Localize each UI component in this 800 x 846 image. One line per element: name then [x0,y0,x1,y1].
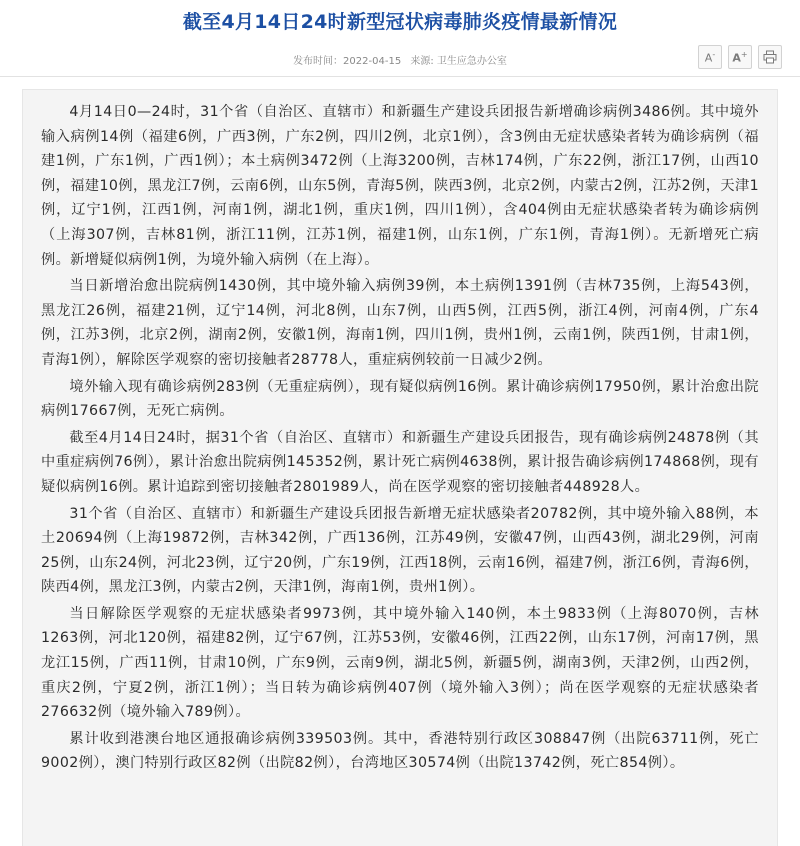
article-tools [698,45,782,69]
publish-time: 发布时间：2022-04-15 [293,56,402,67]
article-paragraph: 截至4月14日24时，据31个省（自治区、直辖市）和新疆生产建设兵团报告，现有确诊病例24878例（其中重症病例76例），累计治愈出院病例145352例，累计死亡病例4638例，累计报告确诊病例174868例，现有疑似病例16例。累计追踪到密切接触者2801989人，尚在医学观察的密切接触者448928人。 [41,429,759,495]
article-source: 来源: 卫生应急办公室 [410,56,507,67]
font-decrease-label: A [704,51,713,65]
print-icon [763,50,777,64]
article-body [22,89,778,846]
font-decrease-icon: A- [704,49,716,65]
article-paragraph: 境外输入现有确诊病例283例（无重症病例），现有疑似病例16例。累计确诊病例17950例，累计治愈出院病例17667例，无死亡病例。 [41,378,759,420]
font-increase-label: A [732,51,741,65]
article-paragraph: 当日新增治愈出院病例1430例，其中境外输入病例39例，本土病例1391例（吉林735例，上海543例，黑龙江26例，福建21例，辽宁14例，河北8例，山东7例，山西5例，江西5例，浙江4例，河南4例，广东4例，江苏3例，北京2例，湖南2例，安徽1例，海南1例，四川1例，贵州1例，云南1例，陕西1例，甘肃1例，青海1例），解除医学观察的密切接触者28778人，重症病例较前一日减少2例。 [41,278,759,368]
article-meta-bar [0,42,800,77]
article-paragraph: 4月14日0—24时，31个省（自治区、直辖市）和新疆生产建设兵团报告新增确诊病例3486例。其中境外输入病例14例（福建6例，广西3例，广东2例，四川2例，北京1例），含3例由无症状感染者转为确诊病例（福建1例，广东1例，广西1例）；本土病例3472例（上海3200例，吉林174例，广东22例，浙江17例，山西10例，福建10例，黑龙江7例，云南6例，山东5例，青海5例，陕西3例，北京2例，内蒙古2例，江苏2例，天津1例，辽宁1例，江西1例，河南1例，湖北1例，重庆1例，四川1例），含404例由无症状感染者转为确诊病例（上海307例，吉林81例，浙江11例，江苏1例，福建1例，山东1例，广东1例，青海1例）。无新增死亡病例。新增疑似病例1例，为境外输入病例（在上海）。 [41,104,759,268]
article-meta [0,49,800,67]
font-increase-button[interactable] [728,45,752,69]
article-paragraph: 31个省（自治区、直辖市）和新疆生产建设兵团报告新增无症状感染者20782例，其中境外输入88例，本土20694例（上海19872例，吉林342例，广西136例，江苏49例，安徽47例，山西43例，湖北29例，河南25例，山东24例，河北23例，辽宁20例，广东19例，江西18例，云南16例，福建7例，浙江6例，青海6例，陕西4例，黑龙江3例，内蒙古2例，天津1例，海南1例，贵州1例）。 [41,505,759,596]
font-decrease-button[interactable] [698,45,722,69]
article-paragraph: 累计收到港澳台地区通报确诊病例339503例。其中，香港特别行政区308847例（出院63711例，死亡9002例），澳门特别行政区82例（出院82例），台湾地区30574例（出院13742例，死亡854例）。 [41,730,759,772]
article-title: 截至4月14日24时新型冠状病毒肺炎疫情最新情况 [182,11,618,33]
print-button[interactable] [758,45,782,69]
article-paragraph: 当日解除医学观察的无症状感染者9973例，其中境外输入140例，本土9833例（上海8070例，吉林1263例，河北120例，福建82例，辽宁67例，江苏53例，安徽46例，江西22例，山东17例，河南17例，黑龙江15例，广西11例，甘肃10例，广东9例，云南9例，湖北5例，新疆5例，湖南3例，天津2例，山西2例，重庆2例，宁夏2例，浙江1例）；当日转为确诊病例407例（境外输入3例）；尚在医学观察的无症状感染者276632例（境外输入789例）。 [41,605,759,721]
font-increase-icon: A+ [732,49,748,65]
